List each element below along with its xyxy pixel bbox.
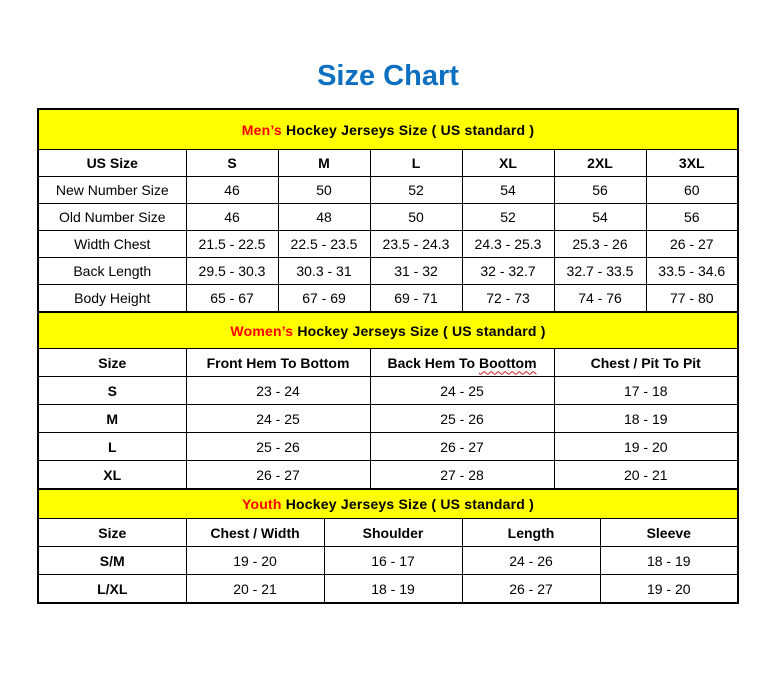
size-value-cell: 65 - 67	[186, 285, 278, 313]
size-value-cell: 25 - 26	[370, 405, 554, 433]
size-value-cell: 46	[186, 204, 278, 231]
column-header-row	[38, 519, 738, 547]
table-row	[38, 575, 738, 604]
column-header-cell: Length	[462, 519, 600, 547]
youth-size-table	[37, 488, 739, 604]
size-value-cell: 50	[278, 177, 370, 204]
column-header-row	[38, 349, 738, 377]
row-label-cell: L	[38, 433, 186, 461]
table-row	[38, 177, 738, 204]
size-value-cell: 31 - 32	[370, 258, 462, 285]
size-value-cell: 25 - 26	[186, 433, 370, 461]
size-value-cell: 24 - 26	[462, 547, 600, 575]
size-value-cell: 26 - 27	[646, 231, 738, 258]
womens-section-banner: Women’s Hockey Jerseys Size ( US standard )	[38, 312, 738, 349]
column-header-cell: M	[278, 150, 370, 177]
column-header-cell: US Size	[38, 150, 186, 177]
misspelled-word: Boottom	[479, 354, 537, 371]
table-row	[38, 405, 738, 433]
row-label-cell: S	[38, 377, 186, 405]
size-value-cell: 32.7 - 33.5	[554, 258, 646, 285]
column-header-cell: L	[370, 150, 462, 177]
table-row	[38, 204, 738, 231]
size-value-cell: 77 - 80	[646, 285, 738, 313]
table-row	[38, 285, 738, 313]
row-label-cell: New Number Size	[38, 177, 186, 204]
size-chart-page	[0, 60, 776, 604]
size-value-cell: 74 - 76	[554, 285, 646, 313]
size-value-cell: 20 - 21	[554, 461, 738, 490]
size-value-cell: 56	[646, 204, 738, 231]
section-banner-row	[38, 312, 738, 349]
size-value-cell: 50	[370, 204, 462, 231]
table-row	[38, 461, 738, 490]
section-banner-highlight: Women’s	[230, 322, 294, 339]
size-value-cell: 54	[554, 204, 646, 231]
page-title: Size Chart	[317, 60, 459, 92]
size-value-cell: 20 - 21	[186, 575, 324, 604]
size-value-cell: 54	[462, 177, 554, 204]
size-value-cell: 23 - 24	[186, 377, 370, 405]
column-header-cell: Size	[38, 349, 186, 377]
section-banner-highlight: Men’s	[241, 121, 282, 138]
section-banner-highlight: Youth	[242, 496, 282, 512]
column-header-row	[38, 150, 738, 177]
size-value-cell: 72 - 73	[462, 285, 554, 313]
column-header-cell: Chest / Width	[186, 519, 324, 547]
size-value-cell: 21.5 - 22.5	[186, 231, 278, 258]
size-value-cell: 32 - 32.7	[462, 258, 554, 285]
size-value-cell: 60	[646, 177, 738, 204]
size-value-cell: 18 - 19	[600, 547, 738, 575]
column-header-cell: Chest / Pit To Pit	[554, 349, 738, 377]
row-label-cell: Body Height	[38, 285, 186, 313]
column-header-cell: Back Hem To Boottom	[370, 349, 554, 377]
size-chart-tables	[37, 108, 739, 604]
size-value-cell: 24 - 25	[186, 405, 370, 433]
size-value-cell: 33.5 - 34.6	[646, 258, 738, 285]
column-header-cell: XL	[462, 150, 554, 177]
youth-section-banner: Youth Hockey Jerseys Size ( US standard )	[38, 489, 738, 519]
size-value-cell: 69 - 71	[370, 285, 462, 313]
size-value-cell: 24 - 25	[370, 377, 554, 405]
size-value-cell: 30.3 - 31	[278, 258, 370, 285]
size-value-cell: 27 - 28	[370, 461, 554, 490]
column-header-cell: Front Hem To Bottom	[186, 349, 370, 377]
table-row	[38, 547, 738, 575]
size-value-cell: 67 - 69	[278, 285, 370, 313]
mens-size-table	[37, 108, 739, 313]
table-row	[38, 231, 738, 258]
section-banner-row	[38, 109, 738, 150]
table-row	[38, 258, 738, 285]
size-value-cell: 52	[462, 204, 554, 231]
row-label-cell: Old Number Size	[38, 204, 186, 231]
womens-size-table	[37, 311, 739, 490]
row-label-cell: M	[38, 405, 186, 433]
column-header-cell: Shoulder	[324, 519, 462, 547]
table-row	[38, 377, 738, 405]
size-value-cell: 17 - 18	[554, 377, 738, 405]
row-label-cell: Width Chest	[38, 231, 186, 258]
size-value-cell: 19 - 20	[186, 547, 324, 575]
size-value-cell: 46	[186, 177, 278, 204]
section-banner-row	[38, 489, 738, 519]
column-header-cell: Sleeve	[600, 519, 738, 547]
column-header-cell: 3XL	[646, 150, 738, 177]
column-header-cell: 2XL	[554, 150, 646, 177]
size-value-cell: 23.5 - 24.3	[370, 231, 462, 258]
size-value-cell: 18 - 19	[554, 405, 738, 433]
size-value-cell: 22.5 - 23.5	[278, 231, 370, 258]
size-value-cell: 18 - 19	[324, 575, 462, 604]
size-value-cell: 29.5 - 30.3	[186, 258, 278, 285]
size-value-cell: 52	[370, 177, 462, 204]
table-row	[38, 433, 738, 461]
size-value-cell: 26 - 27	[370, 433, 554, 461]
size-value-cell: 26 - 27	[462, 575, 600, 604]
row-label-cell: Back Length	[38, 258, 186, 285]
size-value-cell: 19 - 20	[600, 575, 738, 604]
column-header-cell: Size	[38, 519, 186, 547]
row-label-cell: XL	[38, 461, 186, 490]
row-label-cell: S/M	[38, 547, 186, 575]
size-value-cell: 56	[554, 177, 646, 204]
size-value-cell: 26 - 27	[186, 461, 370, 490]
size-value-cell: 25.3 - 26	[554, 231, 646, 258]
size-value-cell: 48	[278, 204, 370, 231]
size-value-cell: 16 - 17	[324, 547, 462, 575]
column-header-cell: S	[186, 150, 278, 177]
mens-section-banner: Men’s Hockey Jerseys Size ( US standard )	[38, 109, 738, 150]
row-label-cell: L/XL	[38, 575, 186, 604]
size-value-cell: 24.3 - 25.3	[462, 231, 554, 258]
size-value-cell: 19 - 20	[554, 433, 738, 461]
